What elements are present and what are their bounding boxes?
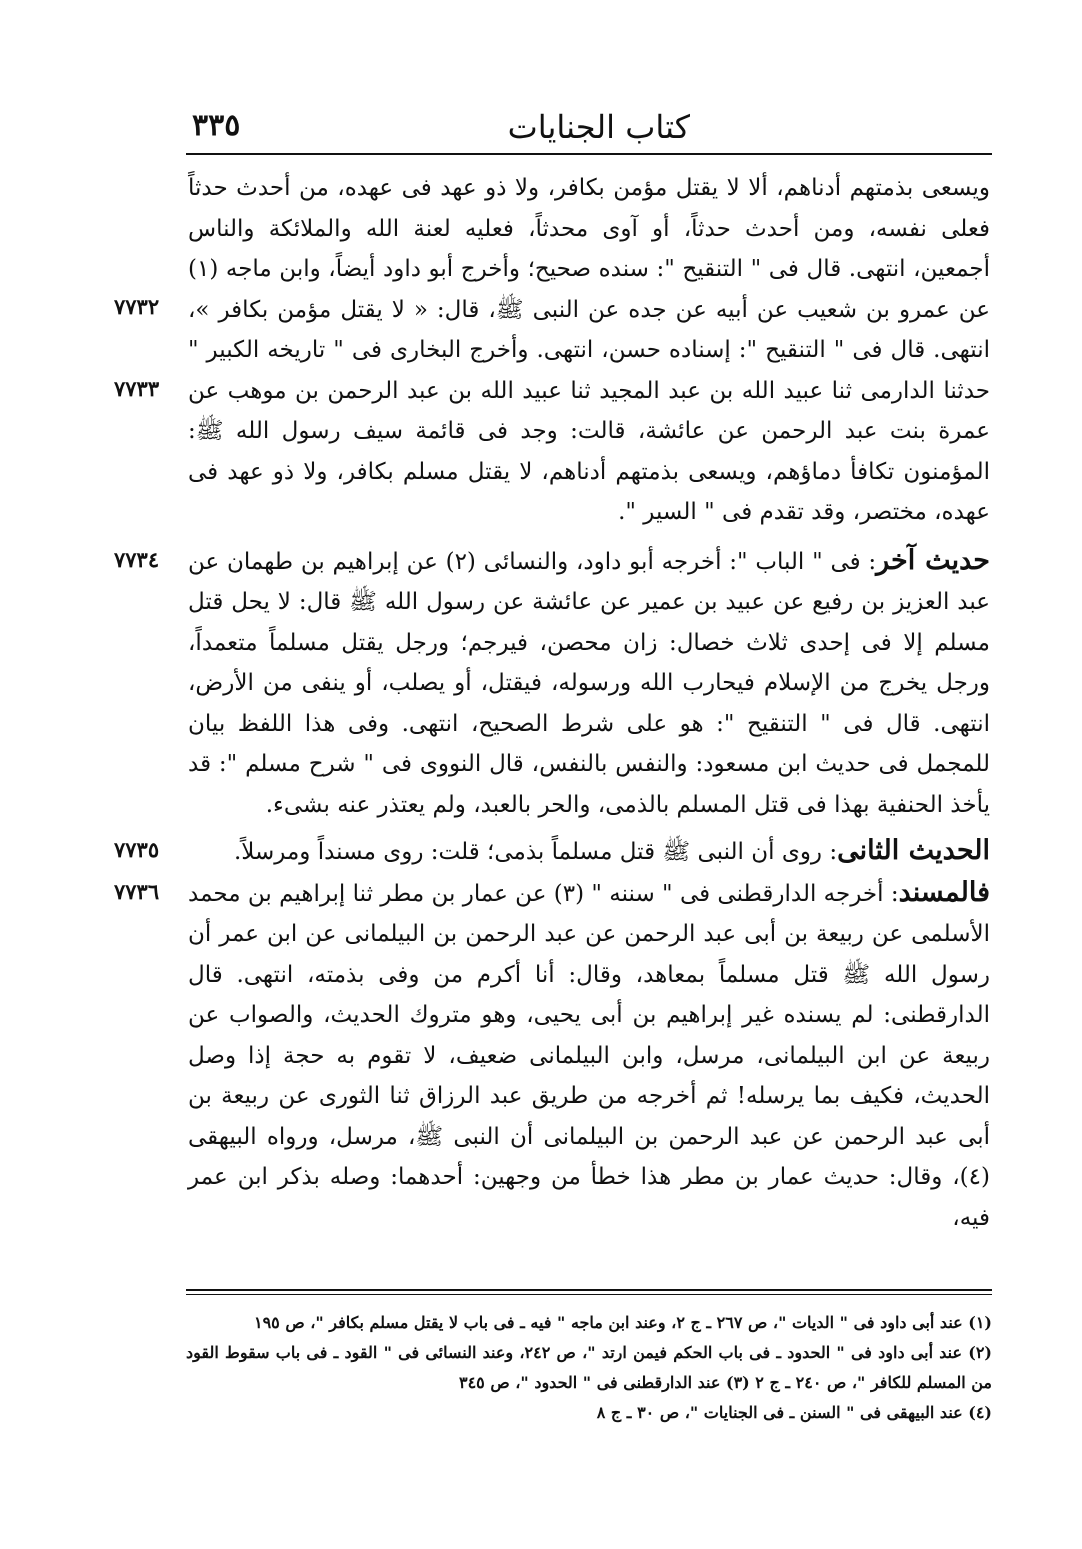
- paragraph-body: : روى أن النبى ﷺ قتل مسلماً بذمى؛ قلت: روى مسنداً ومرسلاً.: [233, 839, 838, 865]
- paragraph-2: [100, 541, 990, 826]
- paragraph-body: : فى " الباب ": أخرجه أبو داود، والنسائى (٢) عن إبراهيم بن طهمان عن عبد العزيز بن رفيع عن عبيد بن عمير عن عائشة عن رسول الله ﷺ قال: لا يحل قتل مسلم إلا فى إحدى ثلاث خصال: زان محصن، فيرجم؛ ورجل يقتل مسلماً متعمداً، ورجل يخرج من الإسلام فيحارب الله ورسوله، فيقتل، أو يصلب، أو ينفى من الأرض، انتهى. قال فى " التنقيح ": هو على شرط الصحيح، انتهى. وفى هذا اللفظ بيان للمجمل فى حديث ابن مسعود: والنفس بالنفس، قال النووى فى " شرح مسلم ": قد يأخذ الحنفية بهذا فى قتل المسلم بالذمى، والحر بالعبد، ولم يعتذر عنه بشىء.: [188, 548, 990, 818]
- page-number: ٣٣٥: [192, 108, 241, 143]
- hadith-number: ٧٧٣٥: [114, 837, 160, 862]
- paragraph-4: [100, 873, 990, 1239]
- footnote-4: (٤) عند البيهقى فى " السنن ـ فى الجنايات "، ص ٣٠ ـ ج ٨: [596, 1403, 992, 1422]
- paragraph-body: : أخرجه الدارقطنى فى " سننه " (٣) عن عمار بن مطر ثنا إبراهيم بن محمد الأسلمى عن ربيعة بن أبى عبد الرحمن عن عبد الرحمن بن البيلمانى عن ابن عمر أن رسول الله ﷺ قتل مسلماً بمعاهد، وقال: أنا أكرم من وفى بذمته، انتهى. قال الدارقطنى: لم يسنده غير إبراهيم بن أبى يحيى، وهو متروك الحديث، والصواب عن ربيعة عن ابن البيلمانى، مرسل، وابن البيلمانى ضعيف، لا تقوم به حجة إذا وصل الحديث، فكيف بما يرسله! ثم أخرجه من طريق عبد الرزاق ثنا الثورى عن ربيعة بن أبى عبد الرحمن عن عبد الرحمن بن البيلمانى أن النبى ﷺ، مرسل، ورواه البيهقى (٤)، وقال: حديث عمار بن مطر هذا خطأ من وجهين: أحدهما: وصله بذكر ابن عمر فيه،: [188, 880, 990, 1231]
- hadith-number: ٧٧٣٦: [114, 878, 160, 904]
- footnote-1: (١) عند أبى داود فى " الديات "، ص ٢٦٧ ـ ج ٢، وعند ابن ماجه " فيه ـ فى باب لا يقتل مسلم بكافر "، ص ١٩٥: [253, 1313, 992, 1332]
- paragraph-lead: حديث آخر: [876, 544, 990, 576]
- hadith-number-7732: ٧٧٣٢: [114, 294, 160, 319]
- footnote-rule: [186, 1289, 992, 1291]
- paragraph-text: ويسعى بذمتهم أدناهم، ألا لا يقتل مؤمن بكافر، ولا ذو عهد فى عهده، من أحدث حدثاً فعلى نفسه، ومن أحدث حدثاً، أو آوى محدثاً، فعليه لعنة الله والملائكة والناس أجمعين، انتهى. قال فى " التنقيح ": سنده صحيح؛ وأخرج أبو داود أيضاً، وابن ماجه (١) عن عمرو بن شعيب عن أبيه عن جده عن النبى ﷺ، قال: « لا يقتل مؤمن بكافر »، انتهى. قال فى " التنقيح ": إسناده حسن، انتهى. وأخرج البخارى فى " تاريخه الكبير " حدثنا الدارمى ثنا عبيد الله بن عبد المجيد ثنا عبيد الله بن عبد الرحمن بن موهب عن عمرة بنت عبد الرحمن عن عائشة، قالت: وجد فى قائمة سيف رسول الله ﷺ: المؤمنون تكافأ دماؤهم، ويسعى بذمتهم أدناهم، لا يقتل مسلم بكافر، ولا ذو عهد فى عهده، مختصر، وقد تقدم فى " السير ".: [188, 175, 990, 525]
- paragraph-text: [188, 541, 990, 826]
- paragraph-text: [188, 831, 990, 873]
- page-title: كتاب الجنايات: [507, 108, 690, 146]
- footnote-2-3: (٢) عند أبى داود فى " الحدود ـ فى باب الحكم فيمن ارتد "، ص ٢٤٢، وعند النسائى فى " القود ـ فى باب سقوط القود من المسلم للكافر "، ص ٢٤٠ ـ ج ٢ (٣) عند الدارقطنى فى " الحدود "، ص ٣٤٥: [186, 1343, 992, 1392]
- footnote-rule-thin: [186, 1294, 992, 1295]
- hadith-number: ٧٧٣٤: [114, 546, 160, 572]
- page-header: [180, 100, 990, 152]
- header-rule: [186, 153, 992, 155]
- paragraph-lead: فالمسند: [898, 876, 990, 908]
- main-text: [100, 168, 990, 1238]
- paragraph-text: [188, 873, 990, 1239]
- paragraph-3: [100, 831, 990, 873]
- footnotes: [186, 1308, 992, 1428]
- paragraph-1: [100, 168, 990, 533]
- hadith-number-7733: ٧٧٣٣: [114, 376, 160, 401]
- paragraph-lead: الحديث الثانى: [837, 835, 990, 866]
